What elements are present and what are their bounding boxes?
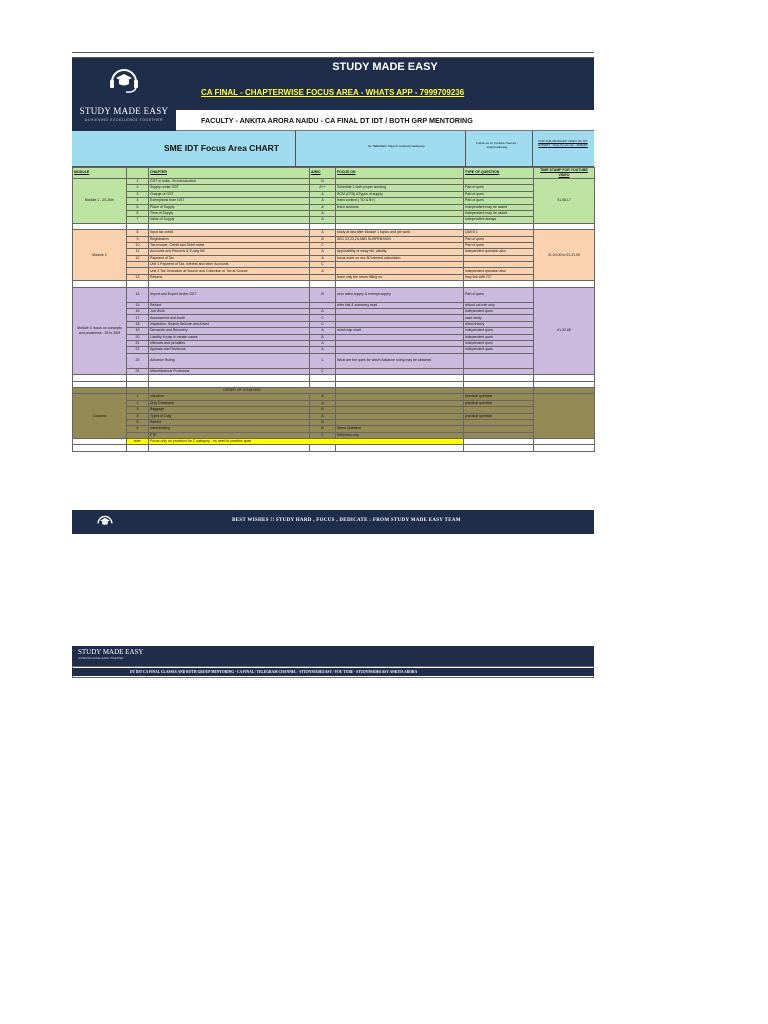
category: A bbox=[310, 210, 336, 216]
chapter-number: 20 bbox=[127, 334, 149, 340]
time-stamp: 01.24.00 to 01.31.00 bbox=[534, 230, 595, 281]
question-type: case study bbox=[464, 315, 534, 321]
column-divider bbox=[295, 131, 296, 167]
chapter-name: Demands and Recovery bbox=[149, 328, 310, 334]
chapter-name: Inspection, Search,Seizure and Arrest bbox=[149, 321, 310, 327]
module-name: Module 2 bbox=[73, 230, 127, 281]
chapter-name: Place of Supply bbox=[149, 204, 310, 210]
header-title: STUDY MADE EASY bbox=[176, 58, 594, 76]
chapter-name: Time of Supply bbox=[149, 210, 310, 216]
time-stamp: 01.32.88 bbox=[534, 287, 595, 375]
question-type: independent ques bbox=[464, 340, 534, 346]
category: A bbox=[310, 249, 336, 255]
chapter-number: 13 bbox=[127, 274, 149, 280]
question-type: independent question also bbox=[464, 268, 534, 274]
category: A bbox=[310, 217, 336, 223]
brand-logo bbox=[72, 58, 176, 131]
question-type: Part of ques bbox=[464, 198, 534, 204]
focus-on: refer link & summery read bbox=[336, 302, 464, 308]
category: C bbox=[310, 321, 336, 327]
chapter-number: 4 bbox=[127, 413, 149, 419]
focus-on: learn context ( TO & BY) bbox=[336, 198, 464, 204]
question-type: Part of ques bbox=[464, 287, 534, 302]
question-type: Part of ques bbox=[464, 236, 534, 242]
chapter-name: valuation bbox=[149, 394, 310, 400]
focus-on: Schemes only bbox=[336, 432, 464, 438]
question-type: independent ques bbox=[464, 328, 534, 334]
category: B bbox=[310, 426, 336, 432]
question-type: Part of ques bbox=[464, 185, 534, 191]
category: B bbox=[310, 334, 336, 340]
youtube-note: Follow us on Youtube channel - studymadeeasy bbox=[476, 141, 518, 149]
chapter-name: Miscellaneous Provisions bbox=[149, 368, 310, 374]
chart-title: SME IDT Focus Area CHART bbox=[164, 143, 279, 153]
chapter-number: 1 bbox=[127, 394, 149, 400]
header-faculty: FACULTY - ANKITA ARORA NAIDU - CA FINAL DT IDT / BOTH GRP MENTORING bbox=[176, 110, 594, 131]
category: B bbox=[310, 287, 336, 302]
graduation-headset-icon bbox=[94, 515, 116, 529]
category: C bbox=[310, 368, 336, 374]
chapter-name: Value of Supply bbox=[149, 217, 310, 223]
chapter-number: 9 bbox=[127, 236, 149, 242]
question-type: Part of ques bbox=[464, 242, 534, 248]
focus-on: mind map chart bbox=[336, 328, 464, 334]
banner-text: DT IDT CA FINAL CLASSES AND BOTH GROUP MENTORING - CA FINAL / TELEGRAM CHANNEL - STUDYMADEEASY / YOU TUBE - STUDYMADEEASY ANKITA ARORA bbox=[72, 668, 594, 676]
brand-tagline: ACHIEVING EXCELLENCE TOGETHER bbox=[84, 118, 164, 122]
order-label: ORDER OF STUDYING bbox=[149, 387, 336, 393]
chapter-number: 22 bbox=[127, 347, 149, 353]
chapter-name: Liability to pay in certain cases bbox=[149, 334, 310, 340]
chapter-name: Duty Drawback bbox=[149, 400, 310, 406]
category: A++ bbox=[310, 185, 336, 191]
question-type: Independent may be asked bbox=[464, 210, 534, 216]
question-type: may link with ITC bbox=[464, 274, 534, 280]
col-focus: FOCUS ON bbox=[336, 168, 464, 179]
col-type: TYPE OF QUESTION bbox=[464, 168, 534, 179]
chapter-number: 6 bbox=[127, 210, 149, 216]
question-type: practical question bbox=[464, 413, 534, 419]
chapter-number: 19 bbox=[127, 328, 149, 334]
question-type bbox=[464, 353, 534, 368]
question-type: practical question bbox=[464, 400, 534, 406]
col-time: TIME STAMP FOR YOUTUBE VIDEO bbox=[534, 168, 595, 179]
question-type: independent ques bbox=[464, 347, 534, 353]
note-text: Focus only on provision for C category - no need to practice ques bbox=[149, 439, 464, 445]
chapter-name: Charge of GST bbox=[149, 191, 310, 197]
chapter-number: 21 bbox=[127, 340, 149, 346]
chapter-name: Exemptions from GST bbox=[149, 198, 310, 204]
secondary-banner bbox=[72, 646, 594, 666]
chapter-name: Refund bbox=[149, 419, 310, 425]
module-name: Customs bbox=[73, 394, 127, 439]
category: C bbox=[310, 242, 336, 248]
chapter-number: 10 bbox=[127, 242, 149, 248]
chart-title-row bbox=[72, 131, 594, 167]
col-chapter: CHAPTER bbox=[149, 168, 310, 179]
category: A bbox=[310, 230, 336, 236]
chapter-number: 24 bbox=[127, 368, 149, 374]
chapter-number: 5 bbox=[127, 204, 149, 210]
chapter-name: Accounts and Records & E-way bill bbox=[149, 249, 310, 255]
chapter-name: FTP bbox=[149, 432, 310, 438]
focus-on: SEC 22,23,24 AND SUSPENSION bbox=[336, 236, 464, 242]
category: A bbox=[310, 328, 336, 334]
chapter-number: 17 bbox=[127, 315, 149, 321]
time-stamp bbox=[534, 394, 595, 439]
chapter-name: GST in India - An introduction bbox=[149, 179, 310, 185]
chapter-number: 18 bbox=[127, 321, 149, 327]
category: B bbox=[310, 236, 336, 242]
category: C bbox=[310, 315, 336, 321]
chapter-number: 12 bbox=[127, 255, 149, 261]
chapter-number: 15 bbox=[127, 302, 149, 308]
chapter-number: 2 bbox=[127, 400, 149, 406]
chapter-name: Registration bbox=[149, 236, 310, 242]
category: A bbox=[310, 400, 336, 406]
chapter-name: Import and Export Under GST bbox=[149, 287, 310, 302]
chapter-name: offences and penalties bbox=[149, 340, 310, 346]
question-type: practical question bbox=[464, 394, 534, 400]
chapter-number: 3 bbox=[127, 407, 149, 413]
category: A bbox=[310, 394, 336, 400]
category: C bbox=[310, 432, 336, 438]
graduation-headset-icon bbox=[108, 66, 140, 94]
focus-on: study at last after Module 1 topics and job work bbox=[336, 230, 464, 236]
category: A bbox=[310, 204, 336, 210]
detailed-video-link[interactable]: FOR THE DETAILED VIDEO OF IDT EXPERT : https://youtu.be/...SMEIDT bbox=[538, 139, 588, 147]
chapter-number: 1 bbox=[127, 179, 149, 185]
column-header-row bbox=[73, 168, 595, 179]
time-stamp: 01.08.17 bbox=[534, 179, 595, 224]
chapter-number: 5 bbox=[127, 419, 149, 425]
question-type: independent ques bbox=[464, 309, 534, 315]
chapter-name: Supply under GST bbox=[149, 185, 310, 191]
question-type: Independent always bbox=[464, 217, 534, 223]
category: A bbox=[310, 413, 336, 419]
col-module: MODULE bbox=[73, 168, 127, 179]
question-type: Independent may be asked bbox=[464, 204, 534, 210]
category: C bbox=[310, 262, 336, 268]
category: A bbox=[310, 347, 336, 353]
category: B bbox=[310, 407, 336, 413]
focus-on: focus more on sec 50 interest calculation bbox=[336, 255, 464, 261]
table-row bbox=[73, 353, 595, 368]
category: A bbox=[310, 340, 336, 346]
category: A bbox=[310, 268, 336, 274]
chapter-name: Baggage bbox=[149, 407, 310, 413]
question-type: independent ques bbox=[464, 334, 534, 340]
chapter-name: Advance Ruling bbox=[149, 353, 310, 368]
footer-message: BEST WISHES !! STUDY HARD , FOCUS , DEDICATE : FROM STUDY MADE EASY TEAM bbox=[232, 518, 461, 523]
telegram-link[interactable]: for TEBADEN :https://t.me/studymadeeasy bbox=[368, 144, 425, 148]
category: B bbox=[310, 179, 336, 185]
chapter-number: 14 bbox=[127, 287, 149, 302]
category: A bbox=[310, 198, 336, 204]
focus-on: RCM (GTA) &Types of supply bbox=[336, 191, 464, 197]
question-type: refund cal rule only bbox=[464, 302, 534, 308]
question-type: direct theory bbox=[464, 321, 534, 327]
focus-on: zero rated supply & exempt supply bbox=[336, 287, 464, 302]
focus-area-table bbox=[72, 167, 595, 452]
chapter-name: Types of Duty bbox=[149, 413, 310, 419]
category: A bbox=[310, 191, 336, 197]
chapter-name: Payment of Tax bbox=[149, 255, 310, 261]
column-divider bbox=[532, 131, 533, 167]
sheet-header bbox=[72, 58, 594, 131]
chapter-number: 4 bbox=[127, 198, 149, 204]
chapter-number: 6 bbox=[127, 426, 149, 432]
header-subtitle: CA FINAL - CHAPTERWISE FOCUS AREA - WHATS APP - 7999709236 bbox=[176, 76, 594, 110]
category: A bbox=[310, 309, 336, 315]
question-type: independent question also bbox=[464, 249, 534, 255]
focus-on: learn only the return filling no. bbox=[336, 274, 464, 280]
chapter-number: 11 bbox=[127, 249, 149, 255]
chapter-number: 16 bbox=[127, 309, 149, 315]
module-name: Module 1 - 20-25m bbox=[73, 179, 127, 224]
chapter-number: 23 bbox=[127, 353, 149, 368]
chapter-name: Tax Invoice, Credit and Debit notes bbox=[149, 242, 310, 248]
chapter-name: Unit 2 Tax Deduction at Source and Collection of Tax at Source bbox=[149, 268, 310, 274]
chapter-name: Assessment and Audit bbox=[149, 315, 310, 321]
focus-on: learn sections bbox=[336, 204, 464, 210]
category: B bbox=[310, 419, 336, 425]
chapter-name: Input tax credit bbox=[149, 230, 310, 236]
note-label: note: bbox=[127, 439, 149, 445]
chapter-name: Job Work bbox=[149, 309, 310, 315]
chapter-number: 8 bbox=[127, 230, 149, 236]
question-type: QUES 1 bbox=[464, 230, 534, 236]
column-divider bbox=[465, 131, 466, 167]
chapter-name: Refund bbox=[149, 302, 310, 308]
chapter-number: 3 bbox=[127, 191, 149, 197]
col-abc: A/B/C bbox=[310, 168, 336, 179]
category: A bbox=[310, 255, 336, 261]
question-type: Part of ques bbox=[464, 191, 534, 197]
banner-brand: STUDY MADE EASY bbox=[78, 648, 144, 656]
chapter-name: Returns bbox=[149, 274, 310, 280]
spacer-row bbox=[73, 445, 595, 451]
focus-on: Schedule 1 with proper wording bbox=[336, 185, 464, 191]
focus-on: Applicability of eway bill, validity bbox=[336, 249, 464, 255]
chapter-name: Unit 1 Payment of Tax, interest and other Accounts bbox=[149, 262, 310, 268]
chapter-name: warehousing bbox=[149, 426, 310, 432]
module-name: Module 3 :focus on concepts and provisions - 25 to 30M bbox=[73, 287, 127, 375]
chapter-number: 7 bbox=[127, 217, 149, 223]
focus-on: Direct Question bbox=[336, 426, 464, 432]
brand-name: STUDY MADE EASY bbox=[79, 106, 169, 116]
focus-on: What are the ques for which Advance ruling may be obtained bbox=[336, 353, 464, 368]
banner-tagline: ACHIEVING EXCELLENCE TOGETHER bbox=[78, 657, 124, 660]
table-row bbox=[73, 287, 595, 302]
category: C bbox=[310, 353, 336, 368]
chapter-name: Appeals and Revisions bbox=[149, 347, 310, 353]
chapter-number: 2 bbox=[127, 185, 149, 191]
sheet-footer bbox=[72, 510, 594, 534]
